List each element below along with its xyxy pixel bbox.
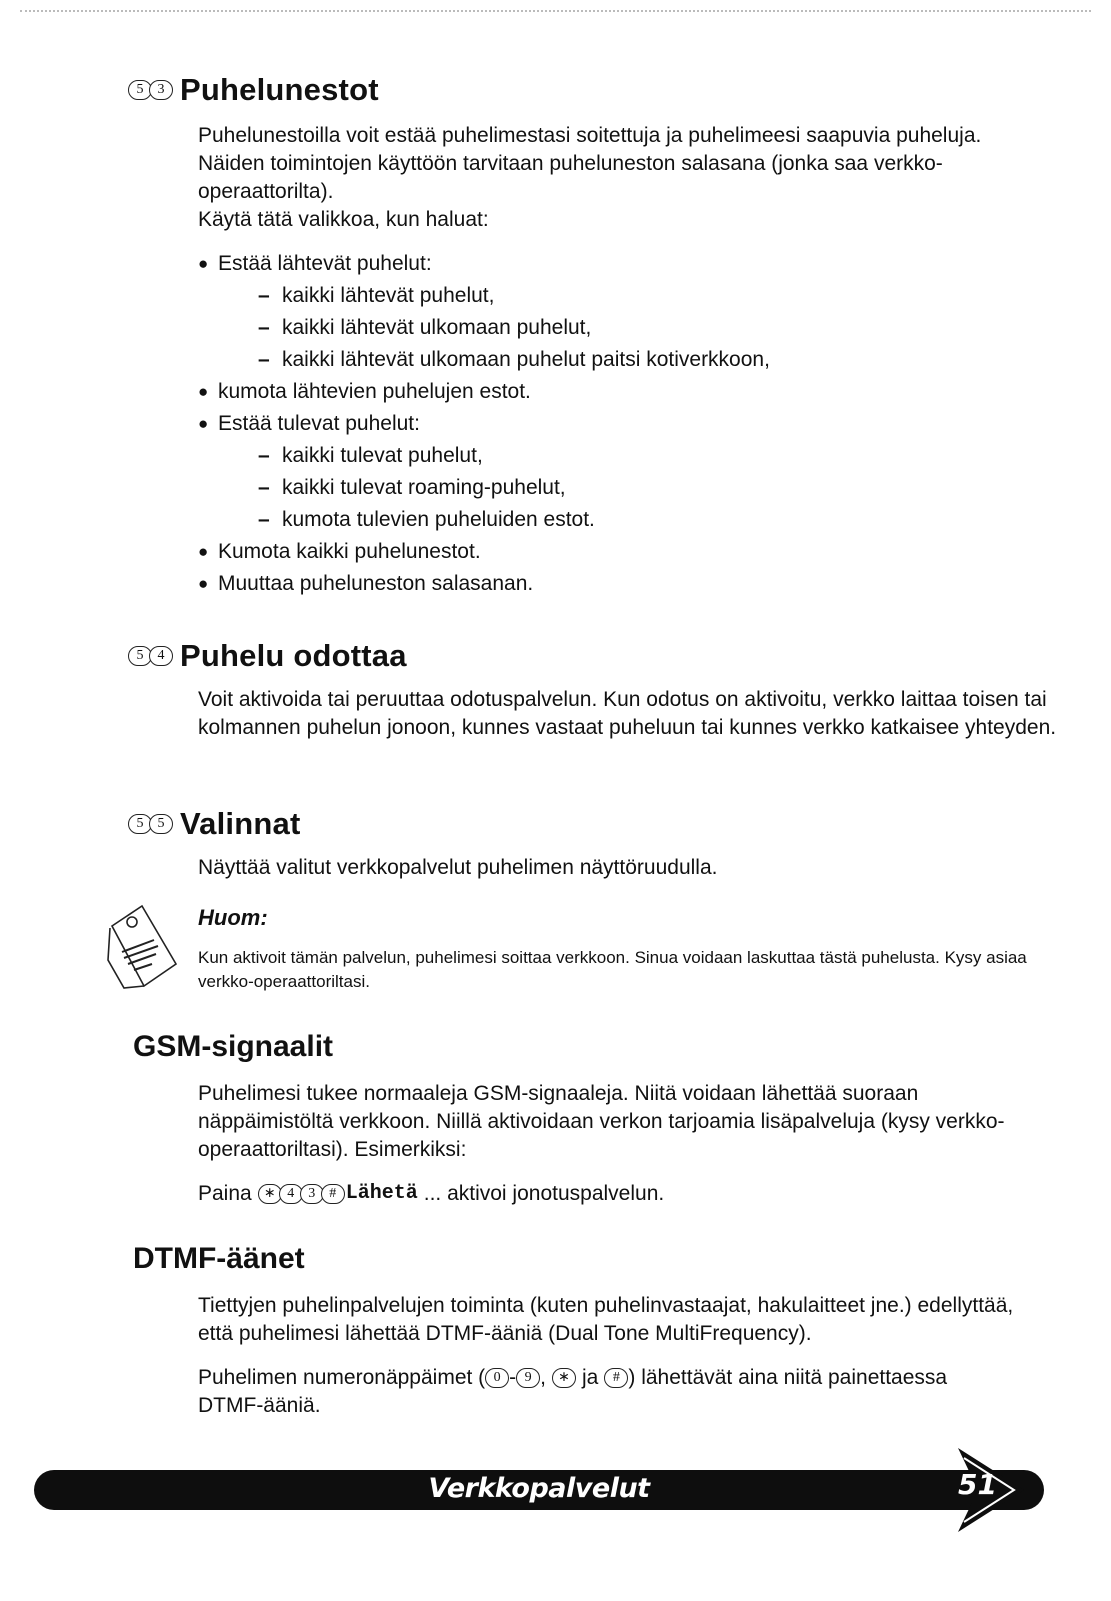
key-hash-icon: # <box>321 1184 345 1204</box>
paragraph: Puhelimesi tukee normaaleja GSM-signaaleja. Niitä voidaan lähettää suoraan näppäimistöltä verkkoon. Niillä aktivoidaan verkon tarjoamia lisäpalveluja (kysy verkko-operaattoriltasi). Esimerkiksi: <box>198 1082 1005 1161</box>
key-3-icon: 3 <box>300 1184 324 1204</box>
key-5-icon: 5 <box>128 646 152 666</box>
bullet-icon: ● <box>198 574 209 593</box>
menu-keys-5-3 <box>128 80 170 100</box>
section-heading-puhelunestot <box>128 72 379 108</box>
bullet-icon: ● <box>198 542 209 561</box>
list-item: ● Estää lähtevät puhelut: <box>198 250 432 278</box>
dash-icon: – <box>258 348 270 371</box>
list-item: – kaikki tulevat roaming-puhelut, <box>258 474 566 502</box>
note-title: Huom: <box>198 905 268 930</box>
example-key-sequence <box>258 1184 342 1204</box>
softkey-label: Lähetä <box>345 1182 418 1205</box>
list-item: ● kumota lähtevien puhelujen estot. <box>198 378 531 406</box>
bullet-icon: ● <box>198 254 209 273</box>
intro-paragraph: Puhelunestoilla voit estää puhelimestasi soitettuja ja puhelimeesi saapuvia puheluja. Näiden toimintojen käyttöön tarvitaan puheluneston salasana (jonka saa verkko-operaattorilta). <box>198 124 982 203</box>
bullet-icon: ● <box>198 382 209 401</box>
scan-noise-divider <box>20 10 1091 14</box>
key-4-icon: 4 <box>149 646 173 666</box>
key-star-icon: ∗ <box>552 1368 576 1388</box>
key-5-icon: 5 <box>149 814 173 834</box>
section-title: Puhelu odottaa <box>180 638 407 673</box>
dash-icon: – <box>258 476 270 499</box>
key-star-icon: ∗ <box>258 1184 282 1204</box>
menu-keys-5-5 <box>128 814 170 834</box>
dash-icon: – <box>258 444 270 467</box>
footer-bar <box>34 1470 1044 1510</box>
paragraph: Tiettyjen puhelinpalvelujen toiminta (kuten puhelinvastaajat, hakulaitteet jne.) edellyttää, että puhelimesi lähettää DTMF-ääniä (Dual Tone MultiFrequency). <box>198 1294 1014 1345</box>
keys-line-continued: DTMF-ääniä. <box>198 1394 321 1417</box>
section-title: Valinnat <box>180 806 301 841</box>
list-item: ● Estää tulevat puhelut: <box>198 410 420 438</box>
list-item: ● Muuttaa puheluneston salasanan. <box>198 570 533 598</box>
key-5-icon: 5 <box>128 80 152 100</box>
key-3-icon: 3 <box>149 80 173 100</box>
paragraph: Voit aktivoida tai peruuttaa odotuspalvelun. Kun odotus on aktivoitu, verkko laittaa toisen tai kolmannen puhelun jonoon, kunnes vastaat puheluun tai kunnes verkko katkaisee yhteyden. <box>198 688 1057 739</box>
dash-icon: – <box>258 508 270 531</box>
dash-icon: – <box>258 316 270 339</box>
key-0-icon: 0 <box>485 1368 509 1388</box>
list-item: – kaikki tulevat puhelut, <box>258 442 483 470</box>
list-item: – kumota tulevien puheluiden estot. <box>258 506 595 534</box>
list-item: – kaikki lähtevät ulkomaan puhelut, <box>258 314 591 342</box>
dash-icon: – <box>258 284 270 307</box>
note-text: Kun aktivoit tämän palvelun, puhelimesi soittaa verkkoon. Sinua voidaan laskuttaa tästä puhelusta. Kysy asiaa verkko-operaattoriltasi. <box>198 948 1027 991</box>
note-paper-icon <box>104 902 184 992</box>
section-title: Puhelunestot <box>180 72 379 107</box>
list-item: – kaikki lähtevät puhelut, <box>258 282 494 310</box>
key-hash-icon: # <box>604 1368 628 1388</box>
key-9-icon: 9 <box>516 1368 540 1388</box>
page-number: 51 <box>958 1468 997 1501</box>
key-5-icon: 5 <box>128 814 152 834</box>
section-heading-puhelu-odottaa <box>128 638 407 674</box>
example-line: Paina ∗ 4 3 # Lähetä ... aktivoi jonotuspalvelun. <box>198 1180 664 1208</box>
list-item: – kaikki lähtevät ulkomaan puhelut paitsi kotiverkkoon, <box>258 346 770 374</box>
paragraph: Näyttää valitut verkkopalvelut puhelimen näyttöruudulla. <box>198 856 718 879</box>
keys-line: Puhelimen numeronäppäimet ( 0 - 9 , ∗ ja # ) lähettävät aina niitä painettaessa <box>198 1366 948 1389</box>
section-heading-valinnat <box>128 806 300 842</box>
list-item: ● Kumota kaikki puhelunestot. <box>198 538 481 566</box>
key-4-icon: 4 <box>279 1184 303 1204</box>
section-title-dtmf: DTMF-äänet <box>133 1242 305 1275</box>
lead-text: Käytä tätä valikkoa, kun haluat: <box>198 208 489 231</box>
section-title-gsm: GSM-signaalit <box>133 1030 334 1063</box>
footer-chapter-title: Verkkopalvelut <box>428 1473 650 1504</box>
bullet-icon: ● <box>198 414 209 433</box>
menu-keys-5-4 <box>128 646 170 666</box>
